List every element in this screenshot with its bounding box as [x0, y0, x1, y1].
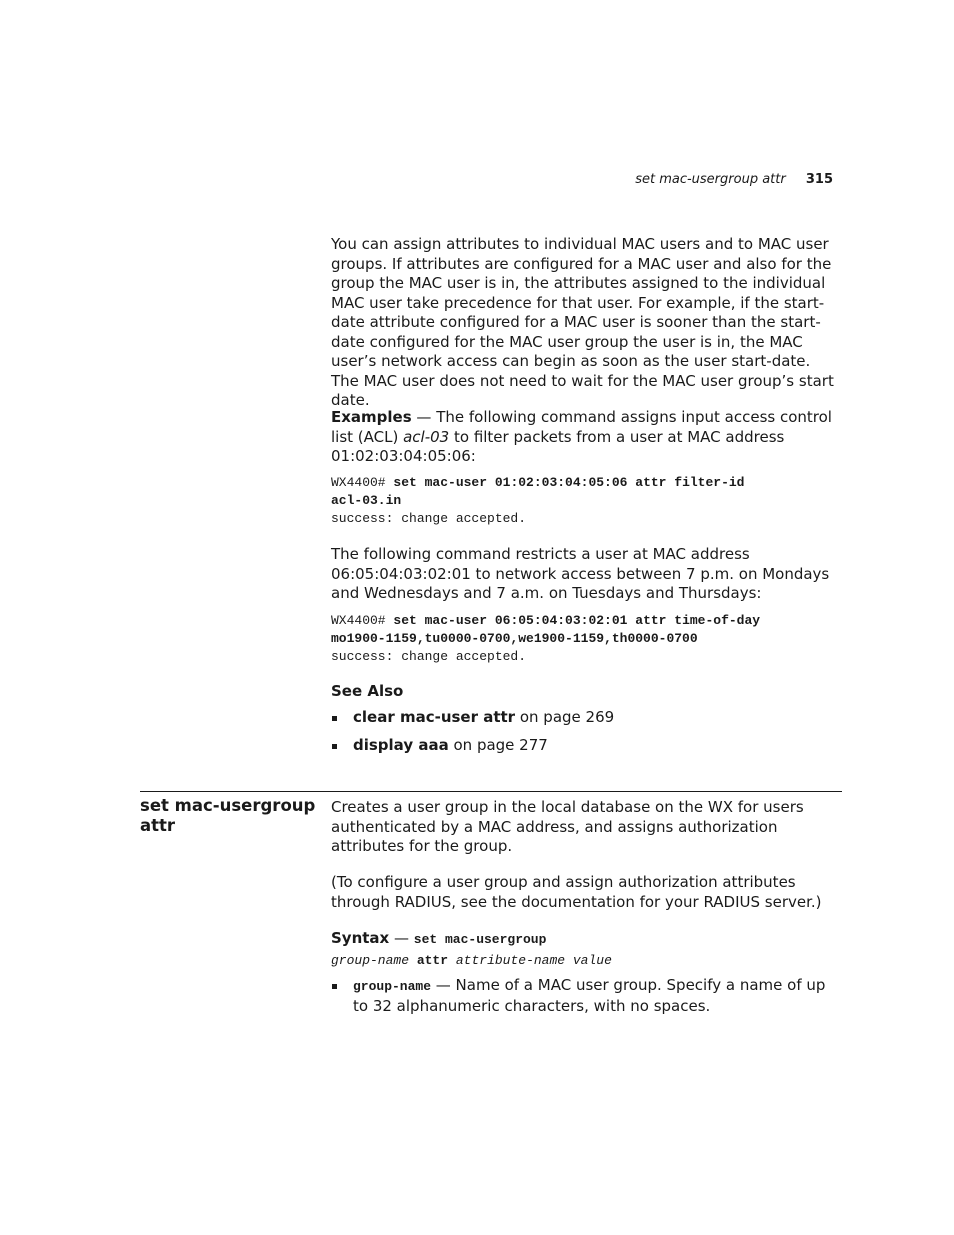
code2-output: success: change accepted.: [331, 649, 527, 664]
section-heading-line1: set mac-usergroup: [140, 796, 316, 815]
code-block-1: [331, 474, 842, 528]
param-item: [331, 976, 842, 1016]
examples-block: [331, 408, 842, 467]
code2-prompt: WX4400#: [331, 613, 394, 628]
see-also-link-clear-mac-user-attr[interactable]: clear mac-user attr: [353, 708, 516, 726]
syntax-keyword-attr: attr: [416, 952, 449, 968]
acl-name: acl-03: [403, 427, 450, 446]
code1-command-1: set mac-user 01:02:03:04:05:06 attr filter-id: [393, 475, 745, 490]
section-heading: [140, 796, 320, 835]
code2-line1: [331, 612, 842, 630]
code-block-2: [331, 612, 842, 666]
code1-command-2: acl-03.in: [331, 493, 402, 508]
syntax-arg-attribute: attribute-name value: [455, 952, 612, 968]
see-also-block: [331, 682, 842, 755]
radius-note-block: [331, 873, 842, 912]
syntax-command: set mac-usergroup: [413, 932, 547, 947]
param-desc: — Name of a MAC user group. Specify a name of up to 32 alphanumeric characters, with no spaces.: [353, 976, 826, 1015]
param-name: group-name: [353, 979, 432, 994]
syntax-args-line: [331, 952, 842, 970]
syntax-line: [331, 929, 842, 950]
intro-paragraph: You can assign attributes to individual MAC users and to MAC user groups. If attributes are configured for a MAC user and also for the group the MAC user is in, the attributes assigned to the individual MAC user take precedence for that user. For example, if the start-date attribute configured for a MAC user is sooner than the start-date configured for the MAC user group the user is in, the MAC user’s network access can begin as soon as the user start-date. The MAC user does not need to wait for the MAC user group’s start date.: [331, 235, 834, 409]
syntax-label: Syntax: [331, 929, 390, 947]
bullet-icon: [332, 744, 337, 749]
intro-block: [331, 235, 842, 411]
page-number: 315: [805, 172, 833, 187]
section-description-block: [331, 798, 842, 857]
params-block: [331, 976, 842, 1016]
see-also-item: [331, 736, 842, 756]
bullet-icon: [332, 984, 337, 989]
section-description: Creates a user group in the local database on the WX for users authenticated by a MAC address, and assigns authorization attributes for the group.: [331, 798, 804, 855]
examples-label: Examples: [331, 408, 412, 426]
syntax-dash: —: [389, 929, 414, 947]
section-heading-line2: attr: [140, 815, 176, 835]
examples-paragraph: [331, 408, 842, 467]
radius-note: (To configure a user group and assign authorization attributes through RADIUS, see the documentation for your RADIUS server.): [331, 873, 822, 911]
code2-command-1: set mac-user 06:05:04:03:02:01 attr time-of-day: [393, 613, 761, 628]
see-also-page-ref: on page 269: [515, 708, 615, 726]
syntax-arg-group-name: group-name: [331, 952, 410, 968]
header-title: set mac-usergroup attr: [635, 172, 786, 187]
examples-text-a: — The following command assigns input access control list (ACL): [331, 408, 832, 446]
example2-paragraph: The following command restricts a user at MAC address 06:05:04:03:02:01 to network access between 7 p.m. on Mondays and Wednesdays and 7 a.m. on Tuesdays and Thursdays:: [331, 545, 830, 602]
example2-block: [331, 545, 842, 604]
bullet-icon: [332, 716, 337, 721]
code1-line1: [331, 474, 842, 492]
code1-output: success: change accepted.: [331, 511, 527, 526]
see-also-link-display-aaa[interactable]: display aaa: [353, 735, 449, 754]
examples-text-b: to filter packets from a user at MAC address 01:02:03:04:05:06:: [331, 427, 785, 465]
see-also-page-ref: on page 277: [448, 735, 548, 754]
running-header: [635, 172, 833, 187]
code1-prompt: WX4400#: [331, 475, 394, 490]
syntax-block: [331, 929, 842, 970]
code2-command-2: mo1900-1159,tu0000-0700,we1900-1159,th0000-0700: [331, 631, 698, 646]
see-also-heading: See Also: [331, 682, 404, 700]
see-also-item: [331, 708, 842, 728]
section-divider: [140, 791, 842, 792]
